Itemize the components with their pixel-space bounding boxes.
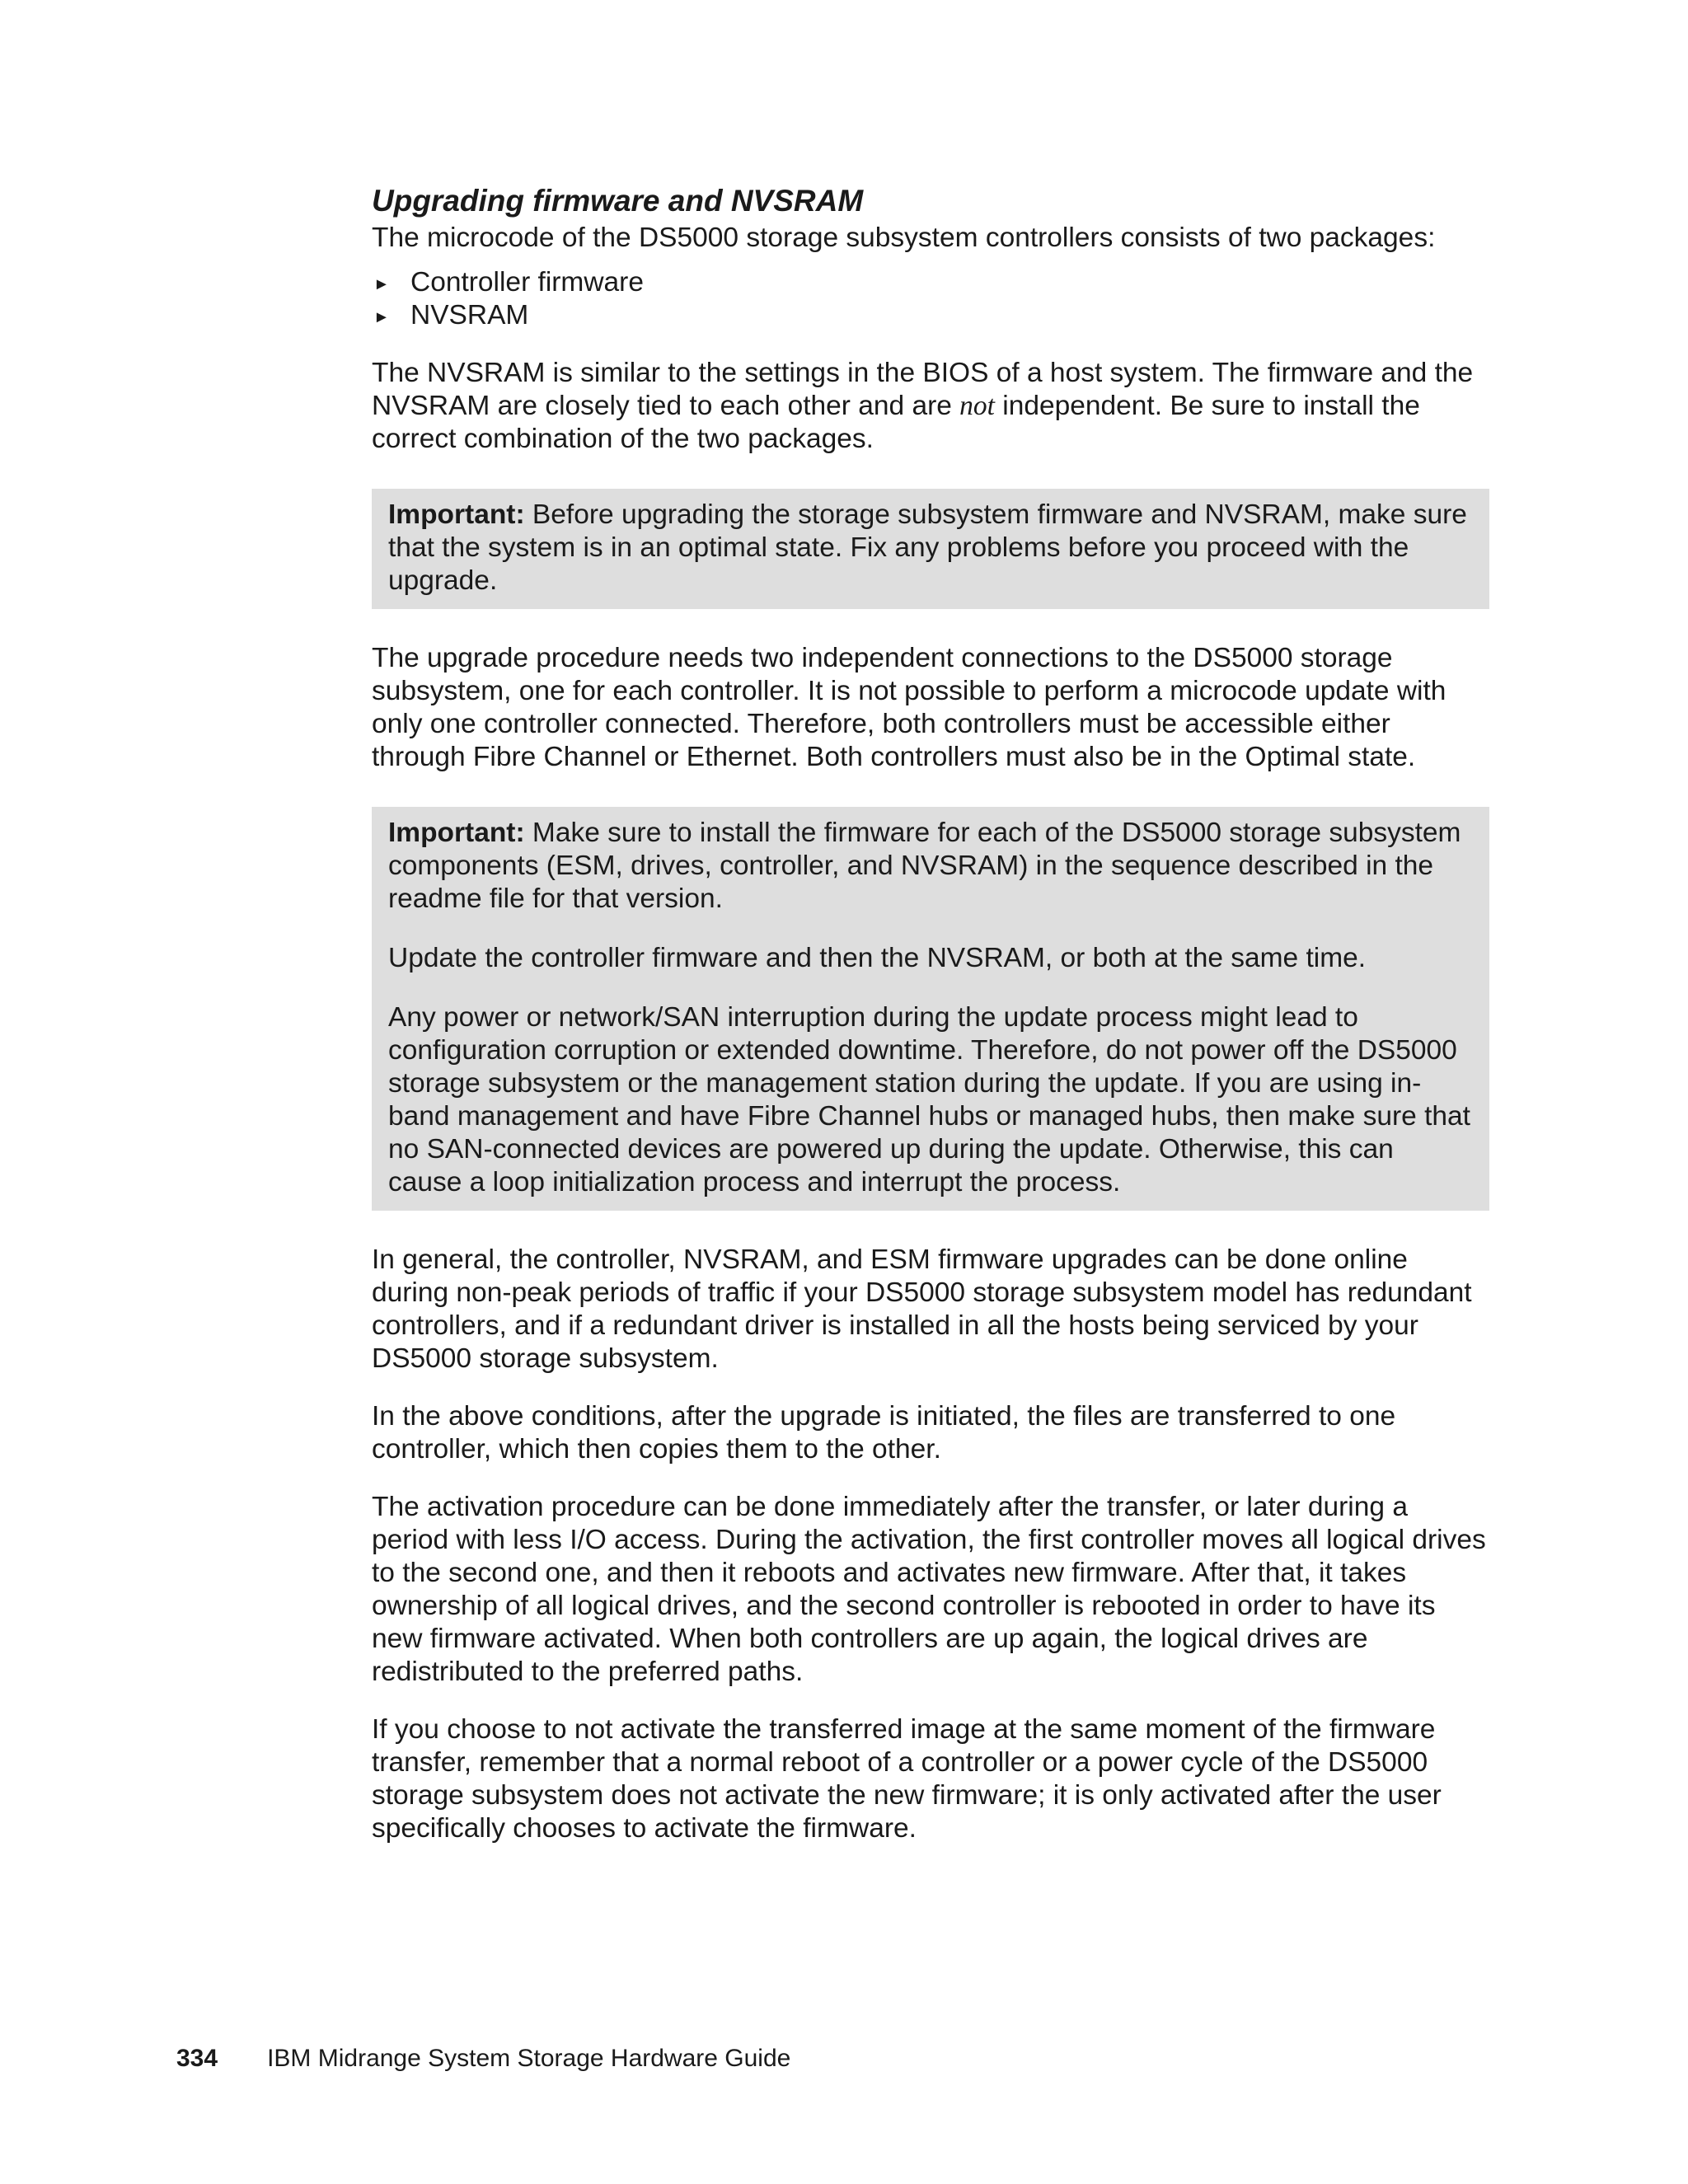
package-list (372, 266, 1489, 332)
bios-text-after: independent. Be sure to install the correct combination of the two packages. (372, 391, 1420, 454)
bios-paragraph (372, 357, 1489, 456)
important-note-text (388, 499, 1473, 598)
list-item-label: Controller firmware (410, 267, 644, 298)
important-note-body: Make sure to install the firmware for each of the DS5000 storage subsystem components (ESM, drives, controller, and NVSRAM) in the sequence described in the readme file for that version. (388, 818, 1461, 914)
bios-text-before: The NVSRAM is similar to the settings in the BIOS of a host system. The firmware and the NVSRAM are closely tied to each other and are (372, 358, 1474, 421)
book-title: IBM Midrange System Storage Hardware Guide (267, 2045, 791, 2072)
emphasis-not: not (959, 391, 995, 421)
body-paragraph: The activation procedure can be done immediately after the transfer, or later during a period with less I/O access. During the activation, the first controller moves all logical drives to the second one, and then it reboots and activates new firmware. After that, it takes ownership of all logical drives, and the second controller is rebooted in order to have its new firmware activated. When both controllers are up again, the logical drives are redistributed to the preferred paths. (372, 1492, 1486, 1687)
important-label: Important: (388, 499, 525, 530)
page-number: 334 (176, 2045, 218, 2072)
connections-paragraph: The upgrade procedure needs two independent connections to the DS5000 storage subsystem, one for each controller. It is not possible to perform a microcode update with only one controller connected. Therefore, both controllers must be accessible either through Fibre Channel or Ethernet. Both controllers must also be in the Optimal state. (372, 643, 1447, 772)
list-item (372, 266, 1489, 299)
triangle-bullet-icon: ► (373, 275, 390, 293)
important-note-paragraph: Any power or network/SAN interruption during the update process might lead to configuration corruption or extended downtime. Therefore, do not power off the DS5000 storage subsystem or the management station during the update. If you are using in-band management and have Fibre Channel hubs or managed hubs, then make sure that no SAN-connected devices are powered up during the update. Otherwise, this can cause a loop initialization process and interrupt the process. (388, 1002, 1470, 1197)
body-paragraph: If you choose to not activate the transferred image at the same moment of the firmware transfer, remember that a normal reboot of a controller or a power cycle of the DS5000 storage subsystem does not activate the new firmware; it is only activated after the user specifically chooses to activate the firmware. (372, 1714, 1442, 1844)
section-title: Upgrading firmware and NVSRAM (372, 184, 864, 218)
important-note-text (388, 817, 1473, 916)
important-note-body: Before upgrading the storage subsystem firmware and NVSRAM, make sure that the system is in an optimal state. Fix any problems before you proceed with the upgrade. (388, 499, 1467, 596)
list-item (372, 299, 1489, 332)
page-footer (176, 2042, 790, 2075)
important-note-box (372, 489, 1489, 609)
important-note-box (372, 807, 1489, 1211)
list-item-label: NVSRAM (410, 300, 529, 330)
page-content (372, 183, 1489, 1845)
important-label: Important: (388, 818, 525, 848)
important-note-paragraph: Update the controller firmware and then the NVSRAM, or both at the same time. (388, 943, 1367, 973)
body-paragraph: In the above conditions, after the upgrade is initiated, the files are transferred to one controller, which then copies them to the other. (372, 1401, 1396, 1465)
intro-paragraph: The microcode of the DS5000 storage subsystem controllers consists of two packages: (372, 223, 1436, 253)
body-paragraph: In general, the controller, NVSRAM, and ESM firmware upgrades can be done online during non-peak periods of traffic if your DS5000 storage subsystem model has redundant controllers, and if a redundant driver is installed in all the hosts being serviced by your DS5000 storage subsystem. (372, 1244, 1472, 1374)
triangle-bullet-icon: ► (373, 308, 390, 326)
